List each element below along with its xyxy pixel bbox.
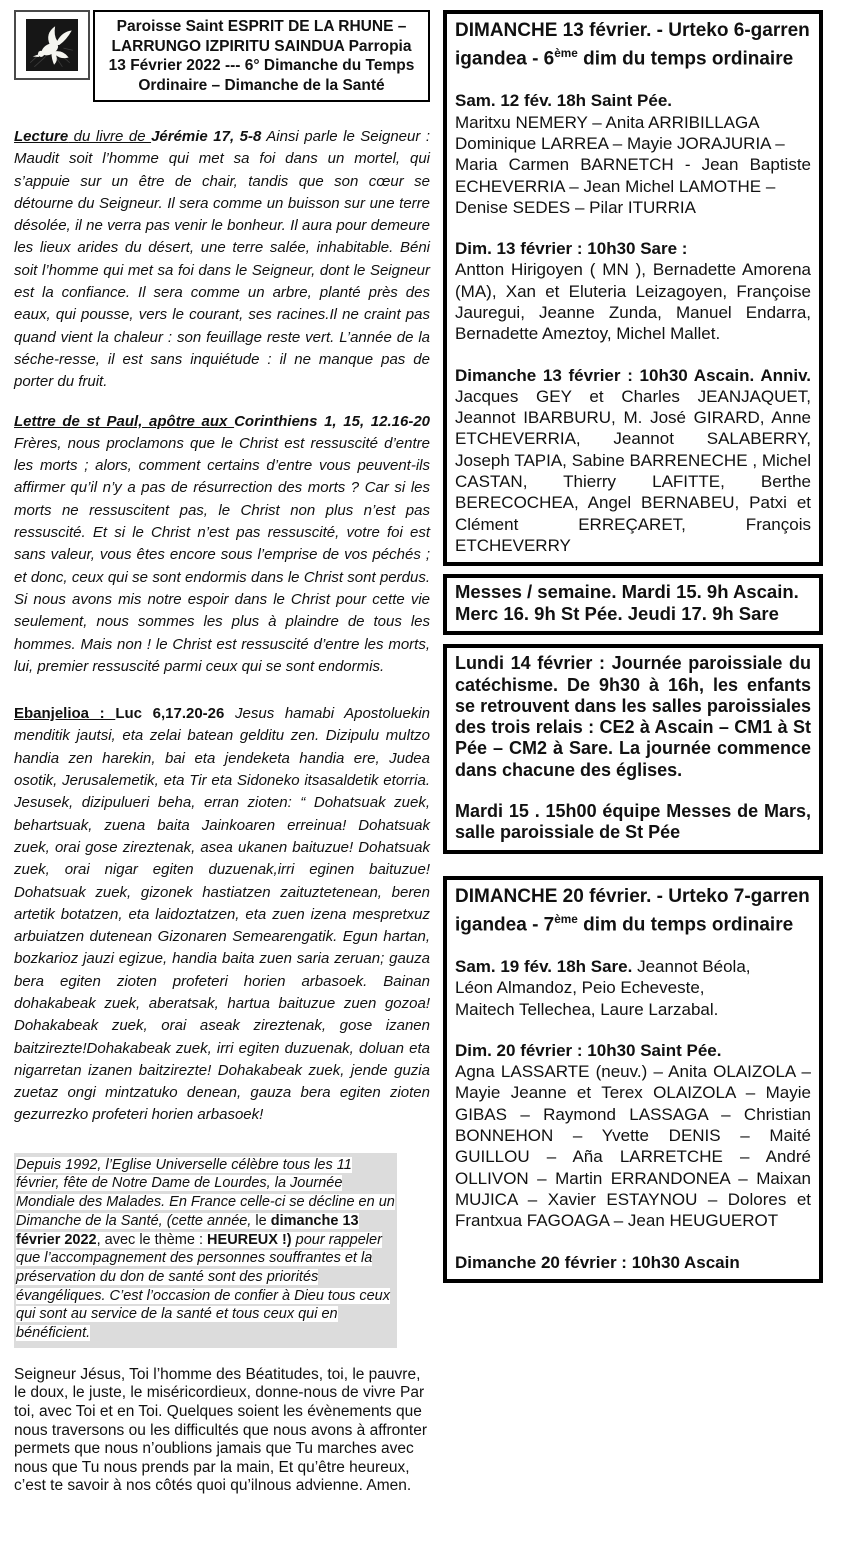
box1-title: DIMANCHE 13 février. - Urteko 6-garren igandea - 6ème dim du temps ordinaire [455,20,810,70]
box1-sam12: Sam. 12 fév. 18h Saint Pée. Maritxu NEMERY – Anita ARRIBILLAGA Dominique LARREA – Mayie JORAJURIA – Maria Carmen BARNETCH - Jean Baptiste ECHEVERRIA – Jean Michel LAMOTHE – Denise SEDES – Pilar ITURRIA [455,91,811,217]
box3-lundi14: Lundi 14 février : Journée paroissiale du catéchisme. De 9h30 à 16h, les enfants se retrouvent dans les salles paroissiales des trois relais : CE2 à Ascain – CM1 à St Pée – CM2 à Sare. La journée commence dans chacune des églises. [455,653,811,780]
box2-text: Messes / semaine. Mardi 15. 9h Ascain. Merc 16. 9h St Pée. Jeudi 17. 9h Sare [455,581,799,625]
parish-logo [14,10,90,80]
box1-dim13-sare: Dim. 13 février : 10h30 Sare : Antton Hirigoyen ( MN ), Bernadette Amorena (MA), Xan et Eluteria Leizagoyen, Françoise Jauregui, Jeanne Zunda, Manuel Endarra, Bernadette Ameztoy, Michel Mallet. [455,239,811,344]
box4-sam19: Sam. 19 fév. 18h Sare. Jeannot Béola, Léon Almandoz, Peio Echeveste, Maitech Tellechea, Laure Larzabal. [455,956,751,1019]
header-title-line: 13 Février 2022 --- 6° Dimanche du Temps [108,57,415,74]
header-title-box [93,10,430,102]
reading-corinthiens: Lettre de st Paul, apôtre aux Corinthiens 1, 15, 12.16-20 Frères, nous proclamons que le Christ est ressuscité d’entre les morts ; alors, comment certains d’entre vous peuvent-ils affirmer qu’il n’y a pas de résurrection des morts ? Car si les morts ne ressuscitent pas, le Christ non plus n’est pas ressuscité. Et si le Christ n’est pas ressuscité, votre foi est sans valeur, vous êtes encore sous l’emprise de vos péchés ; et donc, ceux qui se sont endormis dans le Christ sont perdus. Si nous avons mis notre espoir dans le Christ pour cette vie seulement, nous sommes les plus à plaindre de tous les hommes. Mais non ! le Christ est ressuscité d’entre les morts, lui, premier ressuscité parmi ceux qui se sont endormis. [14,412,430,675]
box4-dim20-ascain: Dimanche 20 février : 10h30 Ascain [455,1252,740,1272]
gospel-basque: Ebanjelioa : Luc 6,17.20-26 Jesus hamabi Apostoluekin menditik jautsi, eta zelai batean gelditu zen. Dizipulu multzo handia zen harekin, bai eta jendeketa handia ere, Judea osotik, Jerusalemetik, eta Tir eta Sidoneko itsasaldetik etorria. Jesusek, dizipulueri beha, erran zioten: “ Dohatsuak zuek, behartsuak, zuena baita Jainkoaren erreinua! Dohatsuak zuek, orai gose zireztenak, asea ukanen baituzue! Dohatsuak zuek, orai nigar egiten duzuenak,irri eginen baituzue! Dohatsuak zuek, gizonek hastiatzen zaituztetenean, beren artetik botatzen, eta laidoztatzen, eta zuen izena mespretxuz arbuiatzen dutenean Gizonaren Semearengatik. Egun hartan, bozkarioz jauzi egizue, handia baita zuen saria zeruan; gauza bera egiten zioten profeteri horien arbasoek. Bainan dohakabeak zuek, aberatsak, hartua baituzue zuen gozoa! Dohakabeak zuek, orai aseak zireztenak, gose izanen baitzirezte!Dohakabeak zuek, irri egiten duzuenak, doluan eta nigarretan izanen baitzirezte! Dohakabeak zuek, jende guzia zuetaz ongi mintzatuko denean, gauza bera egiten zioten gezurrezko profeteri horien arbasoek! [14,705,431,1124]
box4-title: DIMANCHE 20 février. - Urteko 7-garren igandea - 7ème dim du temps ordinaire [455,885,810,935]
dove-icon [26,19,78,71]
box3-mardi15: Mardi 15 . 15h00 équipe Messes de Mars, salle paroissiale de St Pée [455,801,811,843]
agenda-box-semaine [443,644,823,853]
reading-jeremie: Lecture du livre de Jérémie 17, 5-8 Ainsi parle le Seigneur : Maudit soit l’homme qui met sa foi dans un mortel, qui s’appuie sur un être de chair, tandis que son cœur se détourne du Seigneur. Il sera comme un buisson sur une terre désolée, il ne verra pas venir le bonheur. Il aura pour demeure les lieux arides du désert, une terre salée, inhabitable. Béni soit l’homme qui met sa foi dans le Seigneur, dont le Seigneur est la confiance. Il sera comme un arbre, planté près des eaux, qui pousse, vers le courant, ses racines.Il ne craint pas quand vient la chaleur : son feuillage reste vert. L’année de la séche-resse, il est sans inquiétude : il ne manque pas de porter du fruit. [14,128,431,391]
mass-box-dimanche-13 [443,10,823,566]
right-column [443,10,823,1511]
mass-box-semaine [443,574,823,635]
box4-dim20-stpee: Dim. 20 février : 10h30 Saint Pée. Agna LASSARTE (neuv.) – Anita OLAIZOLA – Mayie Jeanne et Terex OLAIZOLA – Mayie GIBAS – Raymond LASSAGA – Christian BONNEHON – Yvette DENIS – Maité GUILLOU – Aña LARRETCHE – André OLLIVON – Martin ERRANDONEA – Maixan MUJICA – Xavier ESTAYNOU – Dolores et Frantxua FAGOAGA – Jean HEUGUEROT [455,1040,811,1231]
header [14,10,430,102]
header-title-line: Ordinaire – Dimanche de la Santé [138,76,385,94]
header-title-line: Paroisse Saint ESPRIT DE LA RHUNE – [116,18,407,35]
box1-dim13-ascain: Dimanche 13 février : 10h30 Ascain. Anniv. Jacques GEY et Charles JEANJAQUET, Jeannot IBARBURU, M. José GIRARD, Anne ETCHEVERRIA, Jeannot SALABERRY, Joseph TAPIA, Sabine BARRENECHE , Michel CASTAN, Thierry LAFITTE, Berthe BERECOCHEA, Angel BERNABEU, Patxi et Clément ERREÇARET, François ETCHEVERRY [455,365,811,555]
header-title-line: LARRUNGO IZPIRITU SAINDUA Parropia [111,37,412,55]
left-column [14,10,430,1511]
prayer-text: Seigneur Jésus, Toi l’homme des Béatitudes, toi, le pauvre, le doux, le juste, le miséricordieux, donne-nous de vivre Par toi, avec Toi et en Toi. Quelques soient les évènements que nous traversons ou les difficultés que nous avons à affronter permets que nous n’oublions jamais que Tu marches avec nous que Tu nous prends par la main, Et qu’être heureux, c’est te savoir à nos côtés quoi qu’ilnous advienne. Amen. [14,1365,428,1495]
mass-box-dimanche-20 [443,876,823,1283]
journee-sante-note: Depuis 1992, l’Eglise Universelle célèbre tous les 11 février, fête de Notre Dame de Lourdes, la Journée Mondiale des Malades. En France celle-ci se décline en un Dimanche de la Santé, (cette année, le dimanche 13 février 2022, avec le thème : HEUREUX !) pour rappeler que l’accompagnement des personnes souffrantes et la préservation du don de santé sont des priorités évangéliques. C’est l’occasion de confier à Dieu tous ceux qui sont au service de la santé et tous ceux qui en bénéficient. [14,1153,397,1348]
